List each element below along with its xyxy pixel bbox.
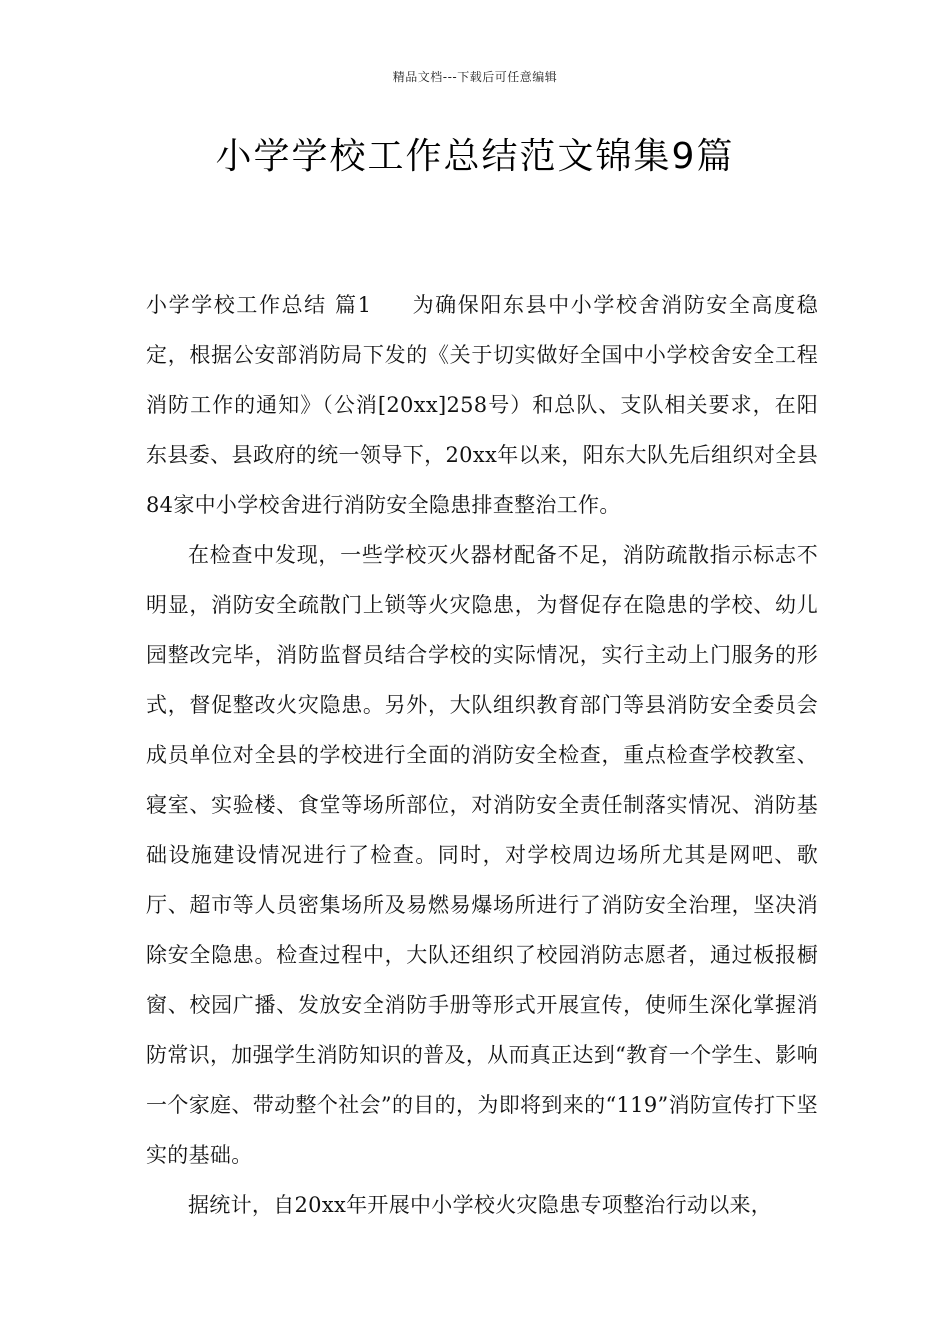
document-body <box>146 280 818 1230</box>
paragraph-2: 在检查中发现，一些学校灭火器材配备不足，消防疏散指示标志不明显，消防安全疏散门上锁等火灾隐患，为督促存在隐患的学校、幼儿园整改完毕，消防监督员结合学校的实际情况，实行主动上门服务的形式，督促整改火灾隐患。另外，大队组织教育部门等县消防安全委员会成员单位对全县的学校进行全面的消防安全检查，重点检查学校教室、寝室、实验楼、食堂等场所部位，对消防安全责任制落实情况、消防基础设施建设情况进行了检查。同时，对学校周边场所尤其是网吧、歌厅、超市等人员密集场所及易燃易爆场所进行了消防安全治理，坚决消除安全隐患。检查过程中，大队还组织了校园消防志愿者，通过板报橱窗、校园广播、发放安全消防手册等形式开展宣传，使师生深化掌握消防常识，加强学生消防知识的普及，从而真正达到“教育一个学生、影响一个家庭、带动整个社会”的目的，为即将到来的“119”消防宣传打下坚实的基础。 <box>146 543 818 1167</box>
paragraph-3: 据统计，自20xx年开展中小学校火灾隐患专项整治行动以来， <box>188 1193 773 1217</box>
paragraph-1-text: 为确保阳东县中小学校舍消防安全高度稳定，根据公安部消防局下发的《关于切实做好全国中小学校舍安全工程消防工作的通知》（公消[20xx]258号）和总队、支队相关要求，在阳东县委、县政府的统一领导下，20xx年以来，阳东大队先后组织对全县84家中小学校舍进行消防安全隐患排查整治工作。 <box>146 293 818 517</box>
paragraph-1 <box>146 280 818 530</box>
header-note: 精品文档---下载后可任意编辑 <box>392 70 558 84</box>
document-title: 小学学校工作总结范文锦集9篇 <box>215 136 735 177</box>
section-heading: 小学学校工作总结 篇1 <box>146 293 372 317</box>
